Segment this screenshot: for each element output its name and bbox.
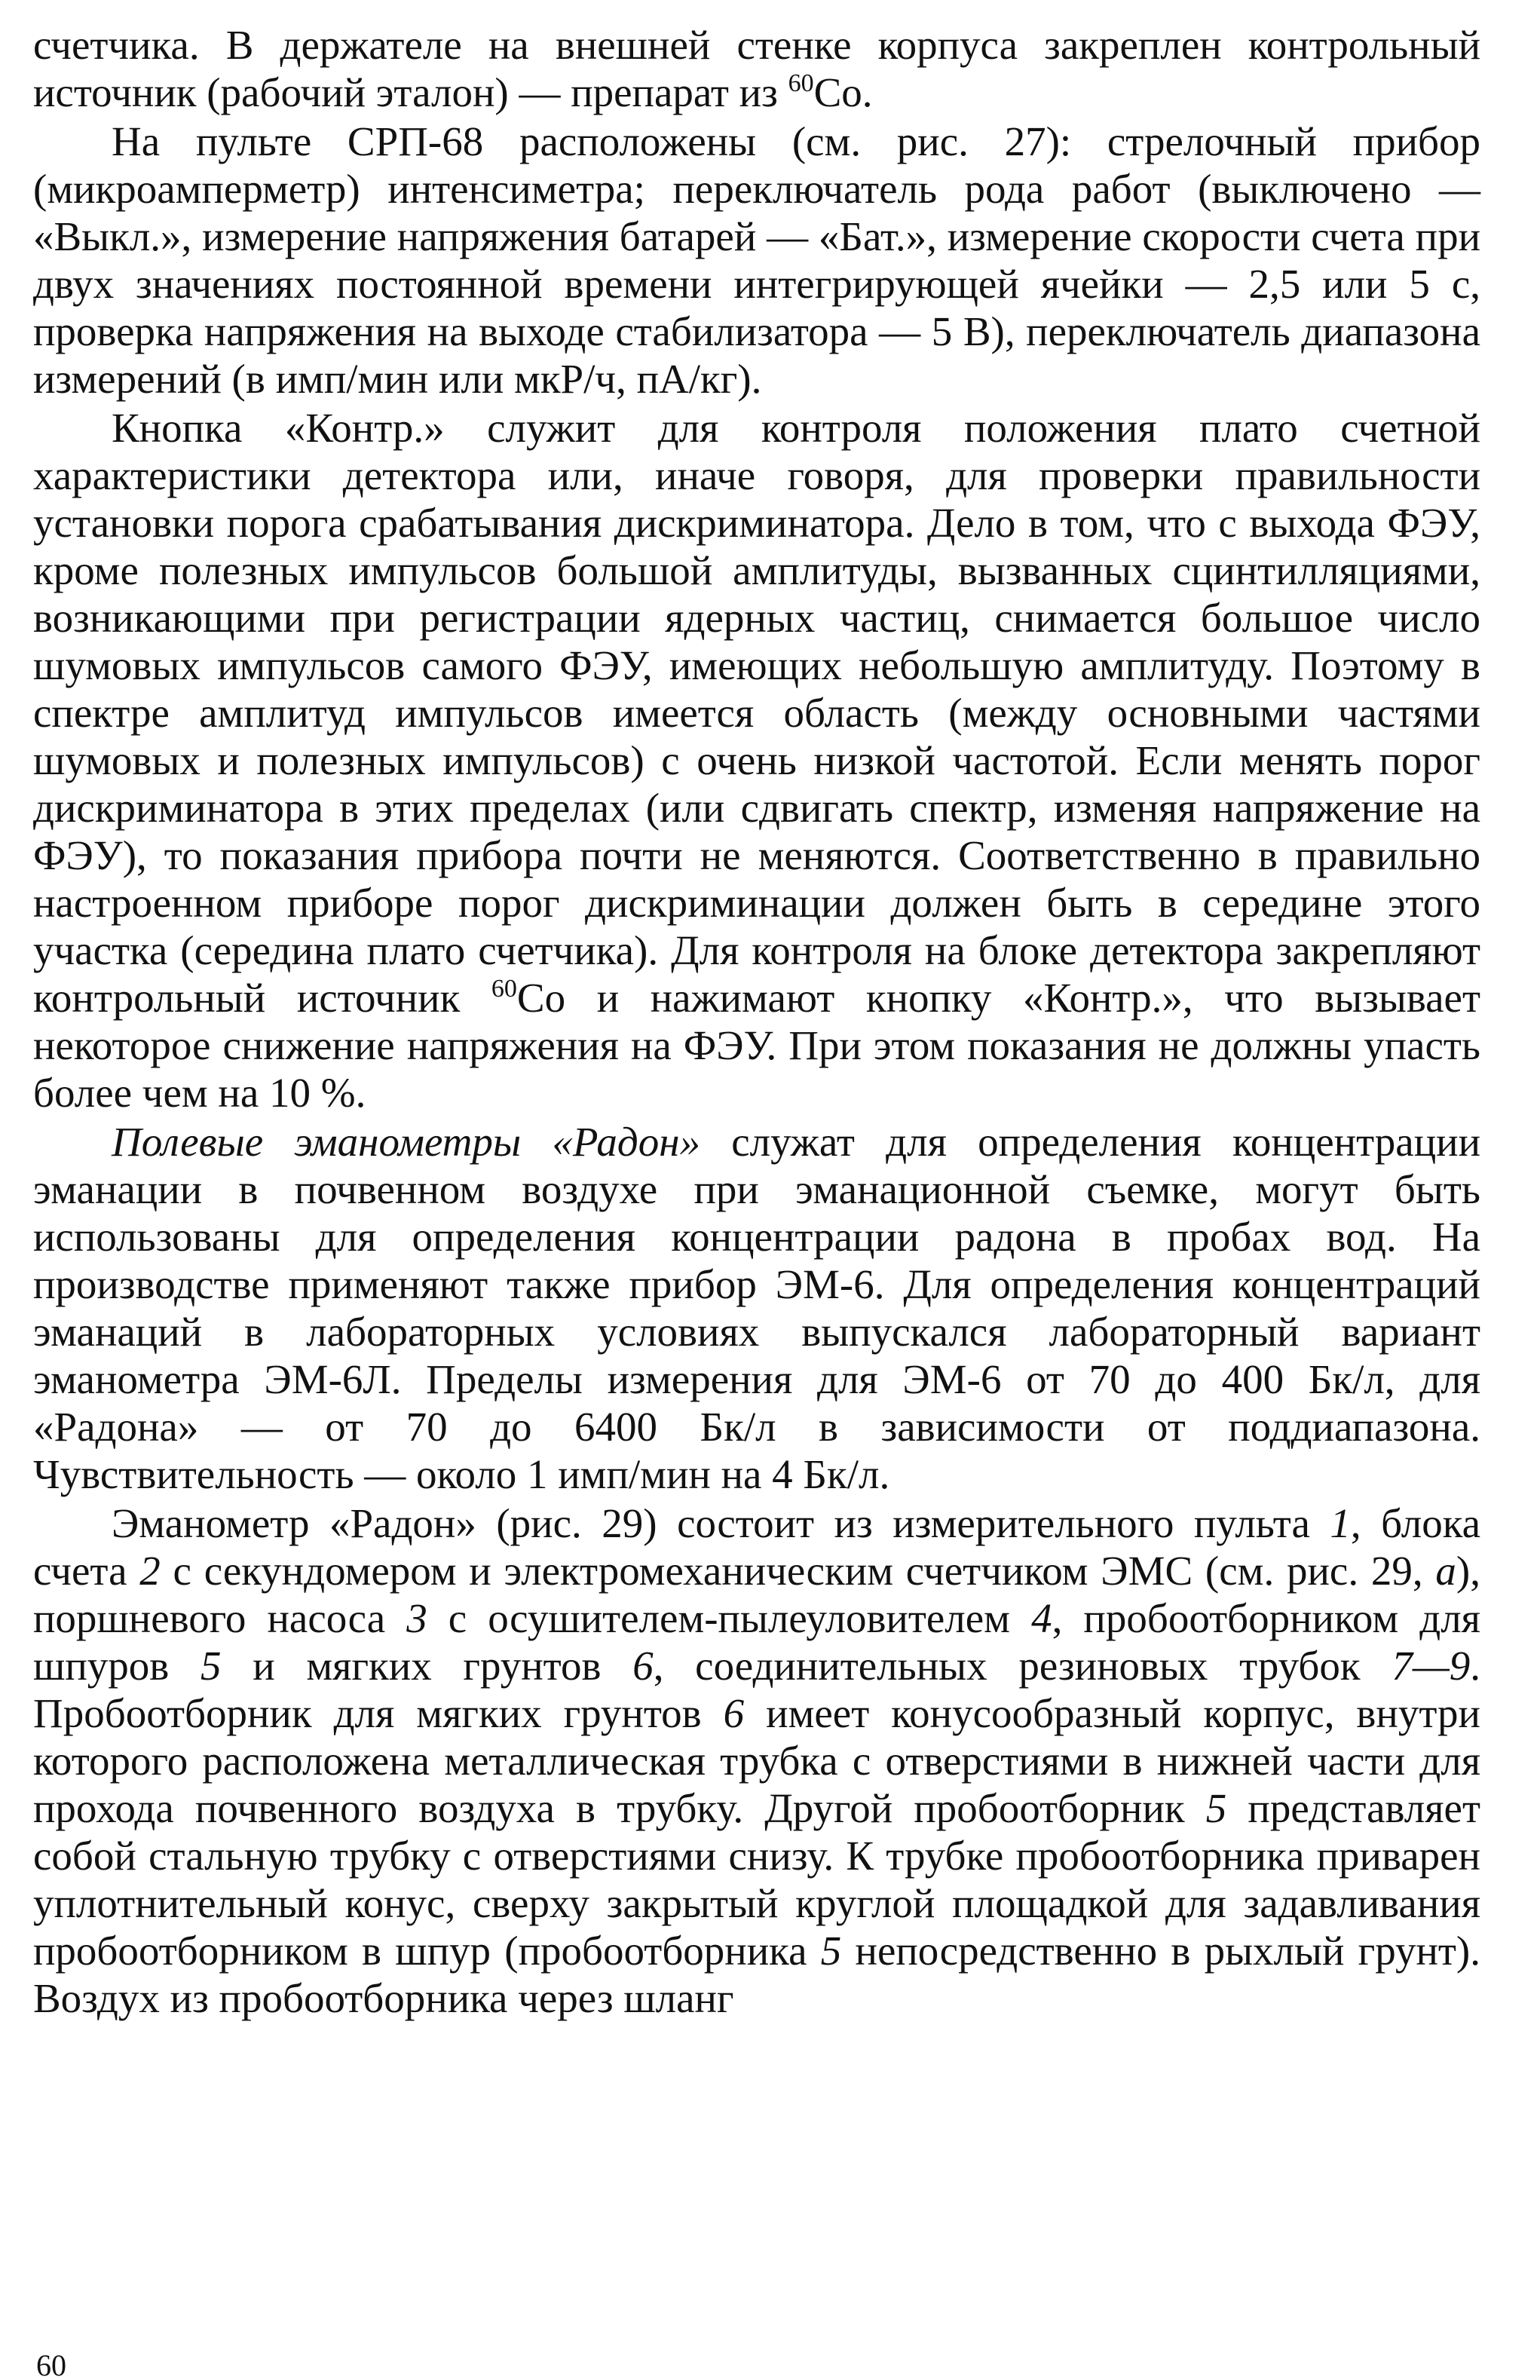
italic-text: 6 <box>723 1690 745 1736</box>
text-run: счетчика. В держателе на внешней стенке корпуса закреплен контрольный источник (рабочий эталон) — препарат из <box>33 22 1480 115</box>
text-run: Co. <box>813 69 873 115</box>
text-run: имеет конусообразный корпус, внутри которого расположена металлическая трубка с отверстиями в нижней части для прохода почвенного воздуха в трубку. Другой пробоотборник <box>33 1690 1480 1831</box>
italic-text: 6 <box>632 1643 654 1689</box>
italic-text: Полевые эманометры «Радон» <box>112 1119 700 1165</box>
paragraph <box>33 118 1480 403</box>
superscript-text: 60 <box>788 69 814 97</box>
paragraph <box>33 1118 1480 1498</box>
paragraph <box>33 404 1480 1116</box>
paragraph <box>33 21 1480 116</box>
text-run: . Пробоотборник для мягких грунтов <box>33 1643 1480 1736</box>
text-run: непосредственно в рыхлый грунт). Воздух из пробоотборника через шланг <box>33 1928 1480 2021</box>
text-run: представляет собой стальную трубку с отверстиями снизу. К трубке пробоотборника приварен уплотнительный конус, сверху закрытый круглой площадкой для задавливания пробоотборником в шпур (пробоотборника <box>33 1785 1480 1974</box>
italic-text: 5 <box>200 1643 222 1689</box>
italic-text: 2 <box>139 1548 161 1594</box>
page-body <box>33 21 1480 2022</box>
text-run: На пульте СРП-68 расположены (см. рис. 27): стрелочный прибор (микроамперметр) интенсиметра; переключатель рода работ (выключено — «Выкл.», измерение напряжения батарей — «Бат.», измерение скорости счета при двух значениях постоянной времени интегрирующей ячейки — 2,5 или 5 с, проверка напряжения на выходе стабилизатора — 5 В), переключатель диапазона измерений (в имп/мин или мкР/ч, пА/кг). <box>33 118 1480 402</box>
text-run: ), поршневого насоса <box>33 1548 1480 1641</box>
text-run: , блока счета <box>33 1500 1480 1594</box>
text-run: с осушителем-пылеуловителем <box>427 1595 1032 1641</box>
text-run: , соединительных резиновых трубок <box>653 1643 1392 1689</box>
paragraph <box>33 1499 1480 2022</box>
italic-text: 5 <box>1205 1785 1227 1831</box>
italic-text: а <box>1435 1548 1456 1594</box>
superscript-text: 60 <box>491 975 517 1003</box>
text-run: Эманометр «Радон» (рис. 29) состоит из измерительного пульта <box>112 1500 1330 1546</box>
italic-text: 4 <box>1031 1595 1052 1641</box>
text-run: , пробоотборником для шпуров <box>33 1595 1480 1689</box>
italic-text: 3 <box>406 1595 427 1641</box>
italic-text: 5 <box>820 1928 842 1974</box>
text-run: Co и нажимают кнопку «Контр.», что вызывает некоторое снижение напряжения на ФЭУ. При этом показания не должны упасть более чем на 10 %. <box>33 975 1480 1116</box>
italic-text: 7—9 <box>1392 1643 1471 1689</box>
page-number: 60 <box>36 2351 66 2380</box>
text-run: и мягких грунтов <box>221 1643 633 1689</box>
italic-text: 1 <box>1330 1500 1351 1546</box>
text-run: Кнопка «Контр.» служит для контроля положения плато счетной характеристики детектора или, иначе говоря, для проверки правильности установки порога срабатывания дискриминатора. Дело в том, что с выхода ФЭУ, кроме полезных импульсов большой амплитуды, вызванных сцинтилляциями, возникающими при регистрации ядерных частиц, снимается большое число шумовых импульсов самого ФЭУ, имеющих небольшую амплитуду. Поэтому в спектре амплитуд импульсов имеется область (между основными частями шумовых и полезных импульсов) с очень низкой частотой. Если менять порог дискриминатора в этих пределах (или сдвигать спектр, изменяя напряжение на ФЭУ), то показания прибора почти не меняются. Соответственно в правильно настроенном приборе порог дискриминации должен быть в середине этого участка (середина плато счетчика). Для контроля на блоке детектора закрепляют контрольный источник <box>33 405 1480 1021</box>
text-run: служат для определения концентрации эманации в почвенном воздухе при эманационной съемке, могут быть использованы для определения концентрации радона в пробах вод. На производстве применяют также прибор ЭМ-6. Для определения концентраций эманаций в лабораторных условиях выпускался лабораторный вариант эманометра ЭМ-6Л. Пределы измерения для ЭМ-6 от 70 до 400 Бк/л, для «Радона» — от 70 до 6400 Бк/л в зависимости от поддиапазона. Чувствительность — около 1 имп/мин на 4 Бк/л. <box>33 1119 1480 1497</box>
text-run: с секундомером и электромеханическим счетчиком ЭМС (см. рис. 29, <box>160 1548 1436 1594</box>
